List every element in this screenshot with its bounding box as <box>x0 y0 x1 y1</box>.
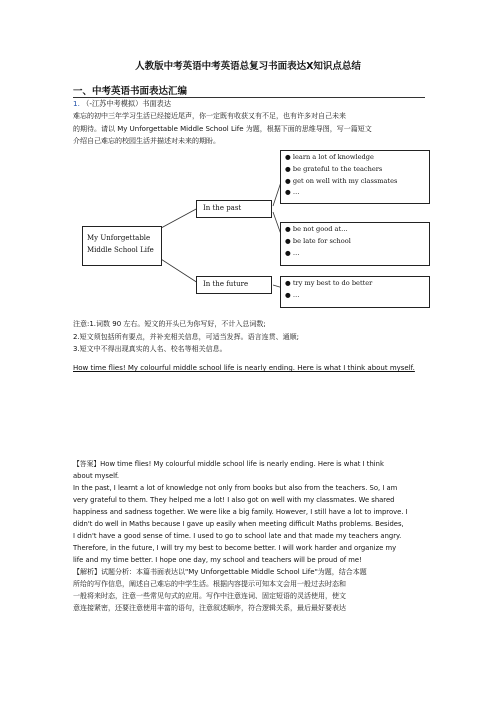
list-item: ● … <box>285 290 300 299</box>
answer-line: 【答案】How time flies! My colourful middle school life is nearly ending. Here is what I think <box>73 460 384 468</box>
list-item: ● be not good at… <box>285 225 348 233</box>
list-item: ● be grateful to the teachers <box>285 164 383 173</box>
section-heading: 一、中考英语书面表达汇编 <box>73 86 188 97</box>
prompt-line-3: 介绍自己难忘的校园生活并描述对未来的期盼。 <box>73 137 220 145</box>
list-item: ● get on well with my classmates <box>285 176 398 185</box>
center-label-line-1: My Unforgettable <box>87 234 151 242</box>
past-good-node <box>280 150 430 204</box>
notes-block <box>73 318 299 356</box>
list-item: ● try my best to do better <box>285 279 373 287</box>
section-divider <box>73 97 425 98</box>
mind-map-diagram <box>78 148 428 312</box>
future-label: In the future <box>203 280 249 288</box>
future-node <box>196 276 272 294</box>
center-node <box>82 226 162 266</box>
document-title: 人教版中考英语中考英语总复习书面表达X知识点总结 <box>135 61 361 72</box>
past-node <box>196 200 272 218</box>
answer-line: happiness and sadness together. We were like a big family. However, I still have a lot to improve. I <box>73 508 408 516</box>
question-header <box>73 99 171 109</box>
note-line: 2.短文须包括所有要点，并补充相关信息，可适当发挥。语言连贯、通顺; <box>73 332 300 341</box>
note-line: 注意:1.词数 90 左右。短文的开头已为你写好，不计入总词数; <box>73 320 266 328</box>
prompt-line-1: 难忘的初中三年学习生活已经接近尾声，你一定既有收获又有不足，也有许多对自己未来 <box>73 112 346 120</box>
analysis-line: 【解析】试题分析：本篇书面表达以"My Unforgettable Middle School Life"为题，结合本题 <box>73 568 367 576</box>
answer-line: didn't do well in Maths because I gave up easily when meeting difficult Maths problems. Besides, <box>73 520 404 528</box>
answer-line: Therefore, in the future, I will try my best to become better. I will work harder and organize my <box>73 544 397 552</box>
answer-line: I didn't have a good sense of time. I used to go to school late and that made my teachers angry. <box>73 532 402 540</box>
answer-block <box>73 458 428 614</box>
essay-opening-line: How time flies! My colourful middle school life is nearly ending. Here is what I think about myself. <box>73 364 415 372</box>
list-item: ● … <box>285 248 300 257</box>
answer-line: about myself. <box>73 472 120 480</box>
prompt-line-2: 的期待。请以 My Unforgettable Middle School Life 为题，根据下面的思维导图，写一篇短文 <box>73 124 372 133</box>
answer-line: In the past, I learnt a lot of knowledge not only from books but also from the teachers. So, I am <box>73 484 398 492</box>
future-detail-node <box>280 276 430 308</box>
answer-line: life and my time better. I hope one day, my school and teachers will be proud of me! <box>73 556 362 564</box>
question-number: 1. <box>73 99 80 108</box>
analysis-line: 意连接紧密，还要注意使用丰富的语句，注意叙述顺序，符合逻辑关系，最后最好要表达 <box>73 604 346 612</box>
answer-line: very grateful to them. They helped me a lot! I also got on well with my classmates. We shared <box>73 496 395 504</box>
note-line: 3.短文中不得出现真实的人名、校名等相关信息。 <box>73 345 227 353</box>
question-source: （-江苏中考模拟）书面表达 <box>82 99 172 108</box>
analysis-line: 一般将来时态，注意一些常见句式的应用。写作中注意连词、固定短语的灵活使用，使文 <box>73 592 346 600</box>
list-item: ● … <box>285 188 300 197</box>
analysis-line: 所给的写作信息，阐述自己难忘的中学生活。根据内容提示可知本文会用一般过去时态和 <box>73 580 346 588</box>
past-bad-node <box>280 222 430 266</box>
list-item: ● be late for school <box>285 236 351 245</box>
center-label-line-2: Middle School Life <box>87 246 154 254</box>
list-item: ● learn a lot of knowledge <box>285 153 374 161</box>
past-label: In the past <box>203 204 242 212</box>
